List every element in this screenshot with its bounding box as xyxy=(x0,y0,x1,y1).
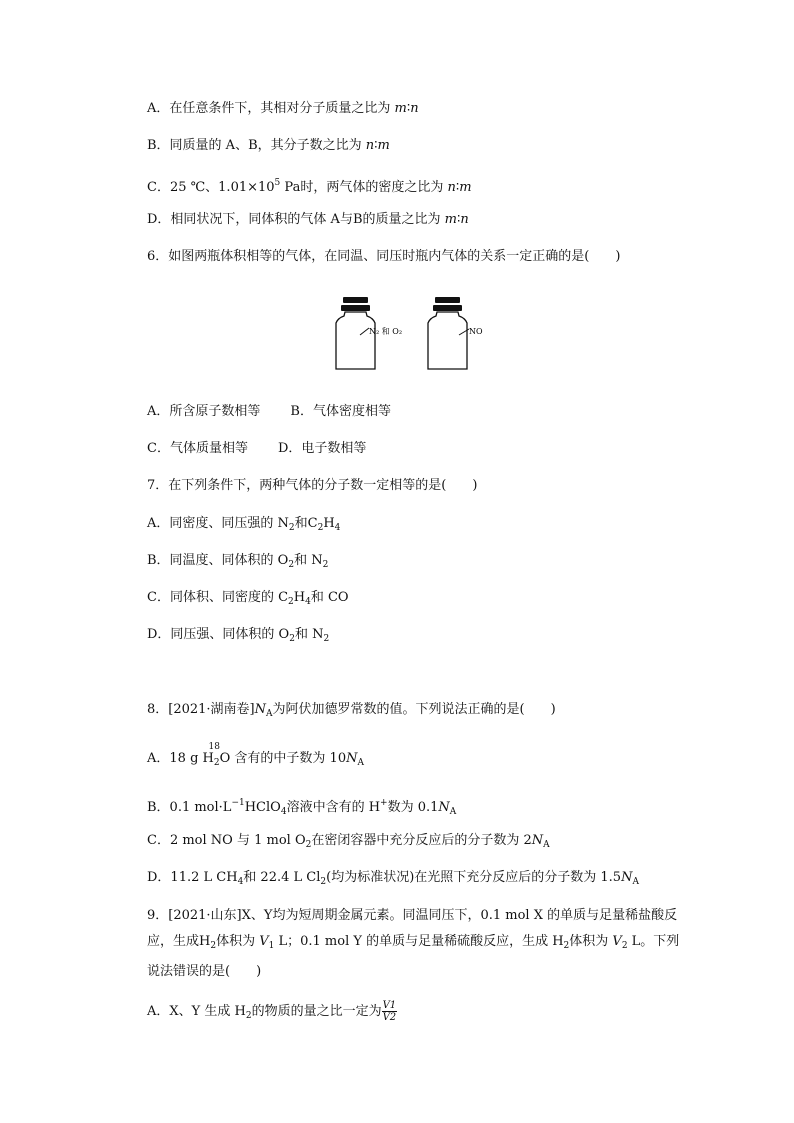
q9-option-a: A．X、Y 生成 $H_2$的物质的量之比一定为 $\frac{V1}{V2}$ xyxy=(147,1000,397,1023)
q6-options-cd xyxy=(147,440,366,458)
q8-option-b: B．0.1 $mol\cdot L^{-1}HClO_4$溶液中含有的 H+数为 $0.1N_A$ xyxy=(147,798,457,817)
q6-option-a: A．所含原子数相等 xyxy=(147,404,261,419)
bottle-right-label: NO xyxy=(469,327,483,336)
bottle-right xyxy=(428,297,483,369)
q7-option-b: B．同温度、同体积的 $O_2$和 $N_2$ xyxy=(147,553,329,570)
gas-bottles-figure xyxy=(325,292,495,374)
q5-option-d: D．相同状况下，同体积的气体 A与B的质量之比为 m∶n xyxy=(147,212,469,227)
q6-stem: 6．如图两瓶体积相等的气体，在同温、同压时瓶内气体的关系一定正确的是( ) xyxy=(147,249,621,264)
q6-option-c: C．气体质量相等 xyxy=(147,441,248,456)
q6-options-ab xyxy=(147,403,391,421)
q5-option-b: B．同质量的 A、B，其分子数之比为 n∶m xyxy=(147,138,390,153)
q8-option-d: D．11.2 L $CH_4$和 22.4 L $Cl_2$(均为标准状况)在光照下充分反应后的分子数为 $1.5N_A$ xyxy=(147,870,639,887)
bottle-left-label: N₂ 和 O₂ xyxy=(369,327,403,336)
q8-stem: 8．[2021·湖南卷]$N_A$为阿伏加德罗常数的值。下列说法正确的是( ) xyxy=(147,702,556,719)
q8-option-c: C．2 mol NO 与 1 mol $O_2$在密闭容器中充分反应后的分子数为 $2N_A$ xyxy=(147,833,550,850)
q5-option-c: C．25 ℃、$1.01\times 10^5$ Pa时，两气体的密度之比为 n∶m xyxy=(147,178,472,195)
q7-option-d: D．同压强、同体积的 $O_2$和 $N_2$ xyxy=(147,627,330,644)
q7-stem: 7．在下列条件下，两种气体的分子数一定相等的是( ) xyxy=(147,478,478,493)
v1-over-v2-fraction: $\frac{V1}{V2}$ xyxy=(382,1000,397,1023)
q9-stem: 9．[2021·山东]X、Y均为短周期金属元素。同温同压下，0.1 mol X 的单质与足量稀盐酸反应，生成$H_2$体积为 $V_1$ L；0.1 mol Y 的单质与足量稀硫酸反应，生成 $H_2$体积为 $V_2$ L。下列说法错误的是( ) xyxy=(147,908,680,979)
q6-option-d: D．电子数相等 xyxy=(277,441,367,456)
q7-option-c: C．同体积、同密度的 $C_2H_4$和 CO xyxy=(147,590,349,607)
q7-option-a: A．同密度、同压强的 $N_2$和$C_2H_4$ xyxy=(147,516,341,533)
q5-option-a: A．在任意条件下，其相对分子质量之比为 m∶n xyxy=(147,101,419,116)
q8-option-a: A．18 g $H_2$ 18 O 含有的中子数为 $10N_A$ xyxy=(147,742,364,768)
q6-option-b: B．气体密度相等 xyxy=(290,404,391,419)
bottle-left xyxy=(336,297,402,369)
